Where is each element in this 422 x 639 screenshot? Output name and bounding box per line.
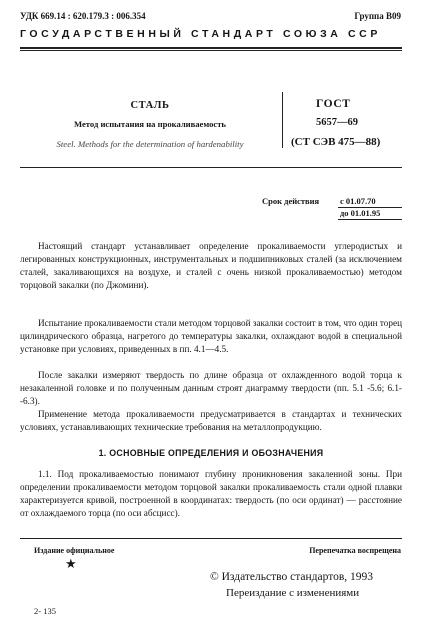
- header-rule-thick: [20, 47, 402, 49]
- page-code: 2- 135: [34, 606, 56, 616]
- paragraph-hardness: После закалки измеряют твердость по длине образца от охлажденного водой торца к незакаленной головке и по полученным данным строят диаграмму твердости (пп. 5.1 -5.6; 6.1- -6.3).: [20, 370, 402, 406]
- gost-number: 5657—69: [316, 117, 358, 128]
- title-divider: [282, 92, 284, 148]
- paragraph-intro: Настоящий стандарт устанавливает определение прокаливаемости углеродистых и легированных конструкционных, инструментальных и подшипниковых сталей (за исключением сталей, закаливающихся на воздухе, и сталей с очень низкой прокаливаемостью) методом торцовой закалки (по Джомини).: [20, 241, 402, 290]
- validity-to: до 01.01.95: [340, 208, 381, 218]
- doc-subtitle-ru: Метод испытания на прокаливаемость: [74, 119, 226, 129]
- copyright-line: © Издательство стандартов, 1993: [210, 571, 374, 583]
- paragraph-test-method: Испытание прокаливаемости стали методом торцовой закалки состоит в том, что один торец цилиндрического образца, нагретого до температуры закалки, охлаждают водой в специальной установке при условиях, приведенных в пп. 4.1—4.5.: [20, 318, 402, 354]
- udk-code: УДК 669.14 : 620.179.3 : 006.354: [20, 11, 146, 21]
- doc-subtitle-en: Steel. Methods for the determination of hardenability: [56, 139, 244, 149]
- state-standard-banner: ГОСУДАРСТВЕННЫЙ СТАНДАРТ СОЮЗА ССР: [20, 28, 381, 40]
- section-1-title: 1. ОСНОВНЫЕ ОПРЕДЕЛЕНИЯ И ОБОЗНАЧЕНИЯ: [98, 448, 324, 458]
- validity-underline-2: [338, 219, 402, 220]
- paragraph-application: Применение метода прокаливаемости предусматривается в стандартах и технических условиях, устанавливающих технические требования на металлопродукцию.: [20, 409, 402, 432]
- group-code: Группа В09: [354, 11, 401, 21]
- validity-label: Срок действия: [262, 196, 320, 206]
- reissue-line: Переиздание с изменениями: [226, 587, 360, 599]
- cmea-number: (СТ СЭВ 475—88): [291, 136, 381, 148]
- reprint-prohibited: Перепечатка воспрещена: [309, 546, 401, 555]
- star-icon: ★: [65, 556, 77, 571]
- header-rule-thin: [20, 50, 402, 51]
- gost-label: ГОСТ: [316, 98, 351, 110]
- validity-from: с 01.07.70: [340, 196, 376, 206]
- official-edition: Издание официальное: [34, 546, 115, 555]
- footer-rule: [20, 538, 402, 539]
- paragraph-definition-1-1: 1.1. Под прокаливаемостью понимают глубину проникновения закаленной зоны. При определении прокаливаемости методом торцовой закалки прокаливаемость стали одной плавки характеризуется кривой, построенной в координатах: твердость (по оси ординат) — расстояние от охлаждаемого торца (по оси абсцисс).: [20, 469, 402, 518]
- title-rule: [20, 167, 402, 168]
- doc-title: СТАЛЬ: [130, 100, 170, 111]
